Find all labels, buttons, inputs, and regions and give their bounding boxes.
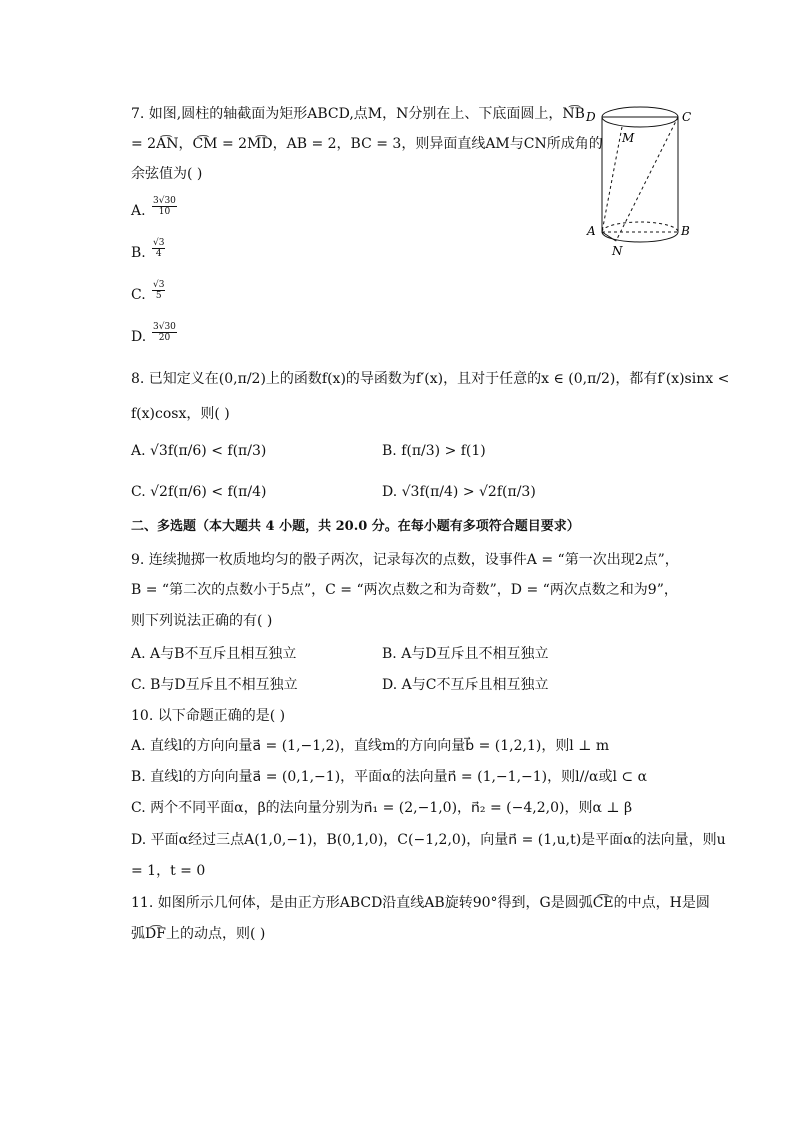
q8-line1: 8. 已知定义在(0,π/2)上的函数f(x)的导函数为f′(x)，且对于任意的x ∈ (0,π/2)，都有f′(x)sinx < [131,371,730,387]
q11-line1: 11. 如图所示几何体，是由正方形ABCD沿直线AB旋转90°得到，G是圆弧C͡E的中点，H是圆 [131,895,710,911]
q11-line2: 弧D͡F上的动点，则( ) [131,926,266,942]
q10-option-d-line2: = 1，t = 0 [131,863,206,879]
q9-option-b: B. A与D互斥且不相互独立 [382,646,549,662]
q7-option-c-num: √3 [153,280,165,290]
q7-option-d-fraction [152,322,177,343]
q10-option-b: B. 直线l的方向向量a⃗ = (0,1,−1)，平面α的法向量n⃗ = (1,−1,−1)，则l//α或l ⊂ α [131,769,648,785]
q7-option-a-den: 10 [158,207,171,217]
q8-option-a: A. √3f(π/6) < f(π/3) [131,443,267,459]
q7-option-c-den: 5 [155,291,162,301]
q10-line1: 10. 以下命题正确的是( ) [131,708,286,724]
q8-option-c: C. √2f(π/6) < f(π/4) [131,484,267,500]
q7-line1: 7. 如图,圆柱的轴截面为矩形ABCD,点M，N分别在上、下底面圆上，N͡B [131,106,585,122]
q7-option-a-fraction [152,196,177,217]
q7-option-b-den: 4 [155,249,162,259]
q9-option-a: A. A与B不互斥且相互独立 [131,646,297,662]
section-heading-multiple-choice: 二、多选题（本大题共 4 小题，共 20.0 分。在每小题有多项符合题目要求） [131,519,580,534]
q9-line2: B = “第二次的点数小于5点”，C = “两次点数之和为奇数”，D = “两次点数之和为9”， [131,582,678,598]
figure-label-d: D [586,110,596,124]
q7-option-d-den: 20 [158,333,171,343]
q10-option-d-line1: D. 平面α经过三点A(1,0,−1)，B(0,1,0)，C(−1,2,0)，向量n⃗ = (1,u,t)是平面α的法向量，则u [131,832,726,848]
q8-option-d: D. √3f(π/4) > √2f(π/3) [382,484,536,500]
q7-option-a-num: 3√30 [153,196,176,206]
figure-label-c: C [682,110,692,124]
q9-line1: 9. 连续抛掷一枚质地均匀的骰子两次，记录每次的点数，设事件A = “第一次出现2点”， [131,552,679,568]
cylinder-figure [582,100,702,260]
q9-option-d: D. A与C不互斥且相互独立 [382,677,549,693]
q7-line3: 余弦值为( ) [131,166,203,182]
q7-option-c-label: C. [131,287,146,303]
q9-option-c: C. B与D互斥且不相互独立 [131,677,298,693]
q7-option-d-num: 3√30 [153,322,176,332]
q7-option-c-fraction [152,280,165,301]
q7-option-b-label: B. [131,245,146,261]
q8-line2: f(x)cosx，则( ) [131,406,230,422]
figure-label-n: N [612,244,623,258]
q7-line2: = 2A͡N，C͡M = 2M͡D，AB = 2，BC = 3，则异面直线AM与CN所成角的 [131,136,603,152]
figure-label-m: M [622,131,635,145]
figure-label-b: B [681,224,690,238]
q7-option-d-label: D. [131,329,147,345]
figure-label-a: A [587,224,596,238]
q10-option-c: C. 两个不同平面α，β的法向量分别为n⃗₁ = (2,−1,0)，n⃗₂ = (−4,2,0)，则α ⊥ β [131,800,633,816]
q7-option-b-num: √3 [153,238,165,248]
q8-option-b: B. f(π/3) > f(1) [382,443,486,459]
q9-line3: 则下列说法正确的有( ) [131,613,273,629]
q10-option-a: A. 直线l的方向向量a⃗ = (1,−1,2)，直线m的方向向量b⃗ = (1,2,1)，则l ⊥ m [131,738,610,754]
q7-option-b-fraction [152,238,165,259]
q7-option-a-label: A. [131,203,146,219]
